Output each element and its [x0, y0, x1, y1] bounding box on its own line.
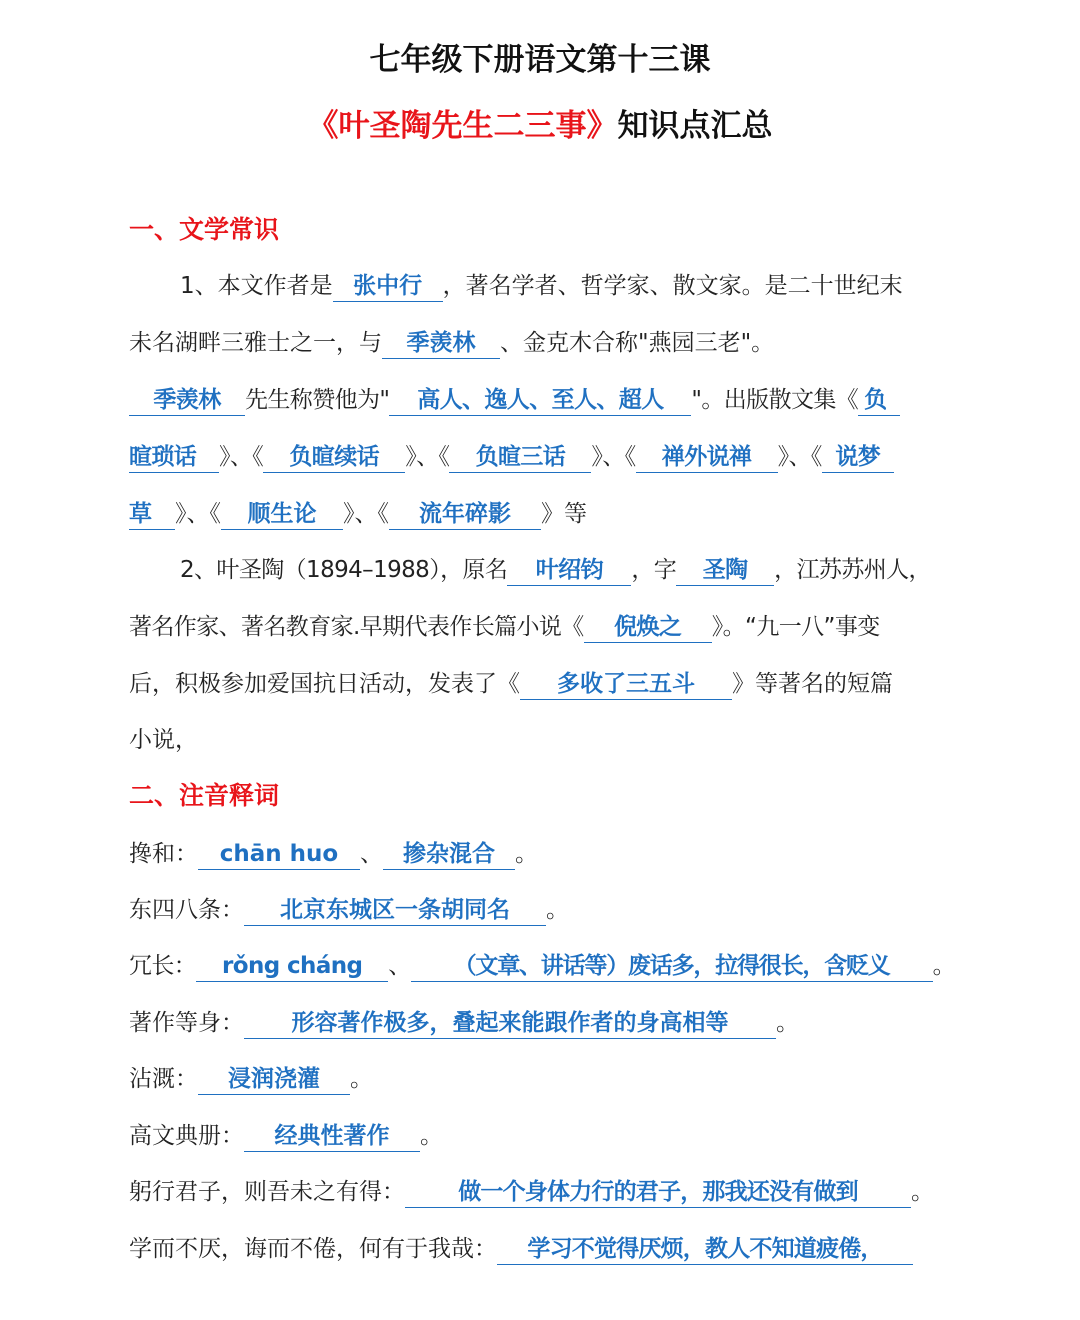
page-title: 七年级下册语文第十三课	[369, 42, 711, 78]
answer-blank: chān huo	[198, 840, 360, 870]
answer-blank: 浸润浇灌	[198, 1065, 350, 1095]
answer-blank: 顺生论	[221, 500, 343, 530]
paragraph-line: 1、本文作者是 张中行 ，著名学者、哲学家、散文家。是二十世纪末	[129, 266, 951, 306]
answer-blank: 做一个身体力行的君子，那我还没有做到	[405, 1178, 911, 1208]
vocab-item: 高文典册： 经典性著作 。	[129, 1116, 951, 1156]
paragraph-line: 季羡林 先生称赞他为" 高人、逸人、至人、超人 "。出版散文集《 负	[129, 380, 951, 420]
answer-blank: 负暄续话	[263, 443, 405, 473]
paragraph-line: 著名作家、著名教育家.早期代表作长篇小说《 倪焕之 》。“九一八”事变	[129, 607, 951, 647]
answer-blank: 经典性著作	[244, 1122, 420, 1152]
answer-blank: 多收了三五斗	[520, 670, 732, 700]
vocab-item: 东四八条： 北京东城区一条胡同名 。	[129, 890, 951, 930]
answer-blank: 圣陶	[676, 556, 774, 586]
paragraph-line: 2、叶圣陶（1894–1988），原名 叶绍钧 ，字 圣陶 ，江苏苏州人，	[129, 550, 951, 590]
answer-blank: 季羡林	[382, 329, 500, 359]
answer-blank: 暄琐话	[129, 443, 219, 473]
answer-blank: 禅外说禅	[636, 443, 778, 473]
answer-blank: 负	[858, 386, 900, 416]
answer-blank: 流年碎影	[389, 500, 541, 530]
answer-blank: 负暄三话	[449, 443, 591, 473]
paragraph-line: 草 》、《 顺生论 》、《 流年碎影 》等	[129, 494, 951, 534]
section-heading-vocab: 二、注音释词	[129, 781, 280, 810]
page-subtitle	[0, 106, 1080, 146]
paragraph-line: 后，积极参加爱国抗日活动，发表了《 多收了三五斗 》等著名的短篇	[129, 664, 951, 704]
vocab-item: 著作等身： 形容著作极多，叠起来能跟作者的身高相等 。	[129, 1003, 951, 1043]
answer-blank: 叶绍钧	[507, 556, 631, 586]
answer-blank: 掺杂混合	[383, 840, 515, 870]
section-heading-literature: 一、文学常识	[129, 215, 280, 244]
answer-blank: 北京东城区一条胡同名	[244, 896, 546, 926]
answer-blank: 张中行	[333, 272, 443, 302]
paragraph-line: 未名湖畔三雅士之一，与 季羡林 、金克木合称"燕园三老"。	[129, 323, 951, 363]
answer-blank: 学习不觉得厌烦，教人不知道疲倦，	[497, 1235, 913, 1265]
summary-label: 知识点汇总	[617, 108, 773, 144]
vocab-item: 沾溉： 浸润浇灌 。	[129, 1059, 951, 1099]
vocab-item: 学而不厌，诲而不倦，何有于我哉： 学习不觉得厌烦，教人不知道疲倦，	[129, 1229, 951, 1269]
answer-blank: 季羡林	[129, 386, 245, 416]
answer-blank: 说梦	[822, 443, 894, 473]
vocab-item: 搀和： chān huo 、 掺杂混合 。	[129, 834, 951, 874]
paragraph-line: 小说，	[129, 727, 198, 753]
answer-blank: 草	[129, 500, 175, 530]
answer-blank: rǒng cháng	[196, 952, 388, 982]
answer-blank: 高人、逸人、至人、超人	[389, 386, 691, 416]
lesson-name: 《叶圣陶先生二三事》	[307, 108, 618, 144]
vocab-item: 冗长： rǒng cháng 、 （文章、讲话等）废话多，拉得很长，含贬义 。	[129, 946, 951, 986]
answer-blank: 倪焕之	[584, 613, 712, 643]
vocab-item: 躬行君子，则吾未之有得： 做一个身体力行的君子，那我还没有做到 。	[129, 1172, 951, 1212]
answer-blank: （文章、讲话等）废话多，拉得很长，含贬义	[411, 952, 933, 982]
answer-blank: 形容著作极多，叠起来能跟作者的身高相等	[244, 1009, 776, 1039]
paragraph-line: 暄琐话 》、《 负暄续话 》、《 负暄三话 》、《 禅外说禅 》、《 说梦	[129, 437, 951, 477]
